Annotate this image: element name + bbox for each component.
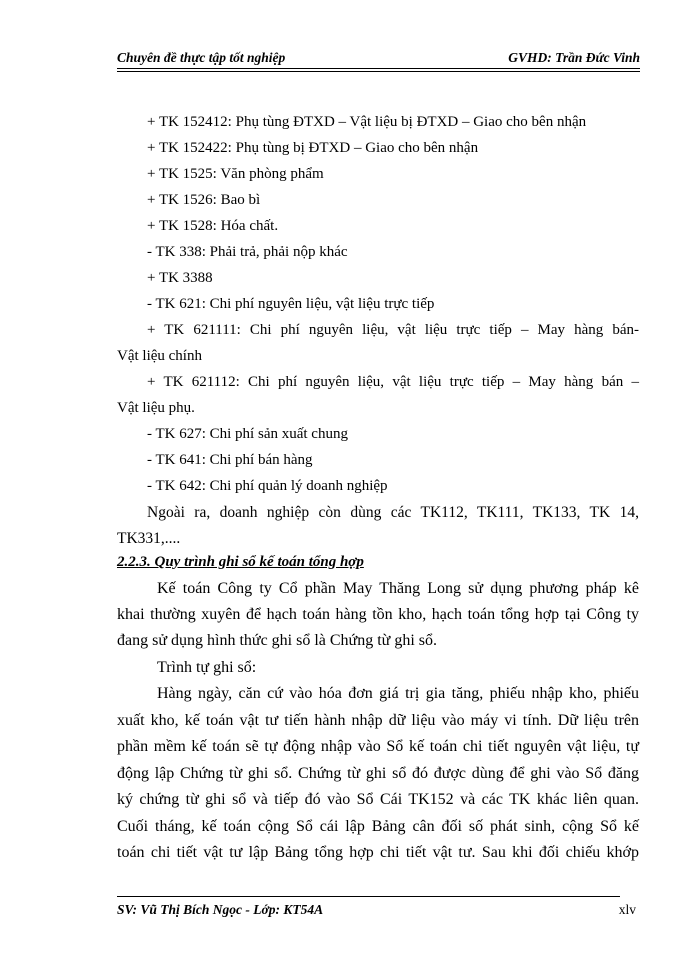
account-item: - TK 338: Phải trả, phải nộp khác [147,244,348,260]
paragraph-line: Ngoài ra, doanh nghiệp còn dùng các TK112, TK111, TK133, TK 14, [147,504,639,521]
account-item: - TK 642: Chi phí quản lý doanh nghiệp [147,478,388,494]
account-item: - TK 621: Chi phí nguyên liệu, vật liệu trực tiếp [147,296,435,312]
header-supervisor: GVHD: Trần Đức Vinh [508,50,640,65]
account-item: - TK 627: Chi phí sản xuất chung [147,426,348,442]
header-rule [117,68,640,69]
account-item: + TK 1526: Bao bì [147,192,261,208]
header-rule-thin [117,71,640,72]
paragraph-line: Hàng ngày, căn cứ vào hóa đơn giá trị gia tăng, phiếu nhập kho, phiếu [157,685,639,702]
paragraph-line: Cuối tháng, kế toán cộng Sổ cái lập Bảng cân đối số phát sinh, cộng Sổ kế [117,818,639,835]
header-title: Chuyên đề thực tập tốt nghiệp [117,50,286,65]
paragraph-line: xuất kho, kế toán vật tư tiến hành nhập dữ liệu vào máy vi tính. Dữ liệu trên [117,712,639,729]
account-item: - TK 641: Chi phí bán hàng [147,452,313,468]
paragraph-line: khai thường xuyên để hạch toán hàng tồn kho, hạch toán tổng hợp tại Công ty [117,606,639,623]
page-header [117,46,640,68]
paragraph-line: toán chi tiết vật tư lập Bảng tổng hợp chi tiết vật tư. Sau khi đối chiếu khớp [117,844,639,861]
paragraph-line: ký chứng từ ghi sổ và tiếp đó vào Sổ Cái TK152 và các TK khác liên quan. [117,791,639,808]
paragraph-line: phần mềm kế toán sẽ tự động nhập vào Sổ kế toán chi tiết nguyên vật liệu, tự [117,738,639,755]
account-item: + TK 152422: Phụ tùng bị ĐTXD – Giao cho bên nhận [147,140,479,156]
account-item: + TK 1528: Hóa chất. [147,218,279,234]
section-heading: 2.2.3. Quy trình ghi sổ kế toán tổng hợp [117,554,364,570]
account-item: + TK 152412: Phụ tùng ĐTXD – Vật liệu bị ĐTXD – Giao cho bên nhận [147,114,587,130]
footer-student: SV: Vũ Thị Bích Ngọc - Lớp: KT54A [117,902,324,917]
paragraph-line: động lập Chứng từ ghi sổ. Chứng từ ghi sổ đó được dùng để ghi vào Sổ đăng [117,765,639,782]
paragraph-line: đang sử dụng hình thức ghi sổ là Chứng từ ghi sổ. [117,632,438,649]
account-item: + TK 621112: Chi phí nguyên liệu, vật liệu trực tiếp – May hàng bán – [147,374,639,390]
paragraph-line: TK331,.... [117,530,181,547]
paragraph-line: Kế toán Công ty Cổ phần May Thăng Long sử dụng phương pháp kê [157,580,639,597]
page-footer [117,902,640,922]
account-item-continuation: Vật liệu phụ. [117,400,195,416]
page-number: xlv [618,902,636,917]
account-item: + TK 3388 [147,270,213,286]
account-item: + TK 1525: Văn phòng phẩm [147,166,324,182]
account-item-continuation: Vật liệu chính [117,348,202,364]
paragraph-line: Trình tự ghi sổ: [157,659,257,676]
footer-rule [117,896,620,897]
account-item: + TK 621111: Chi phí nguyên liệu, vật liệu trực tiếp – May hàng bán- [147,322,639,338]
